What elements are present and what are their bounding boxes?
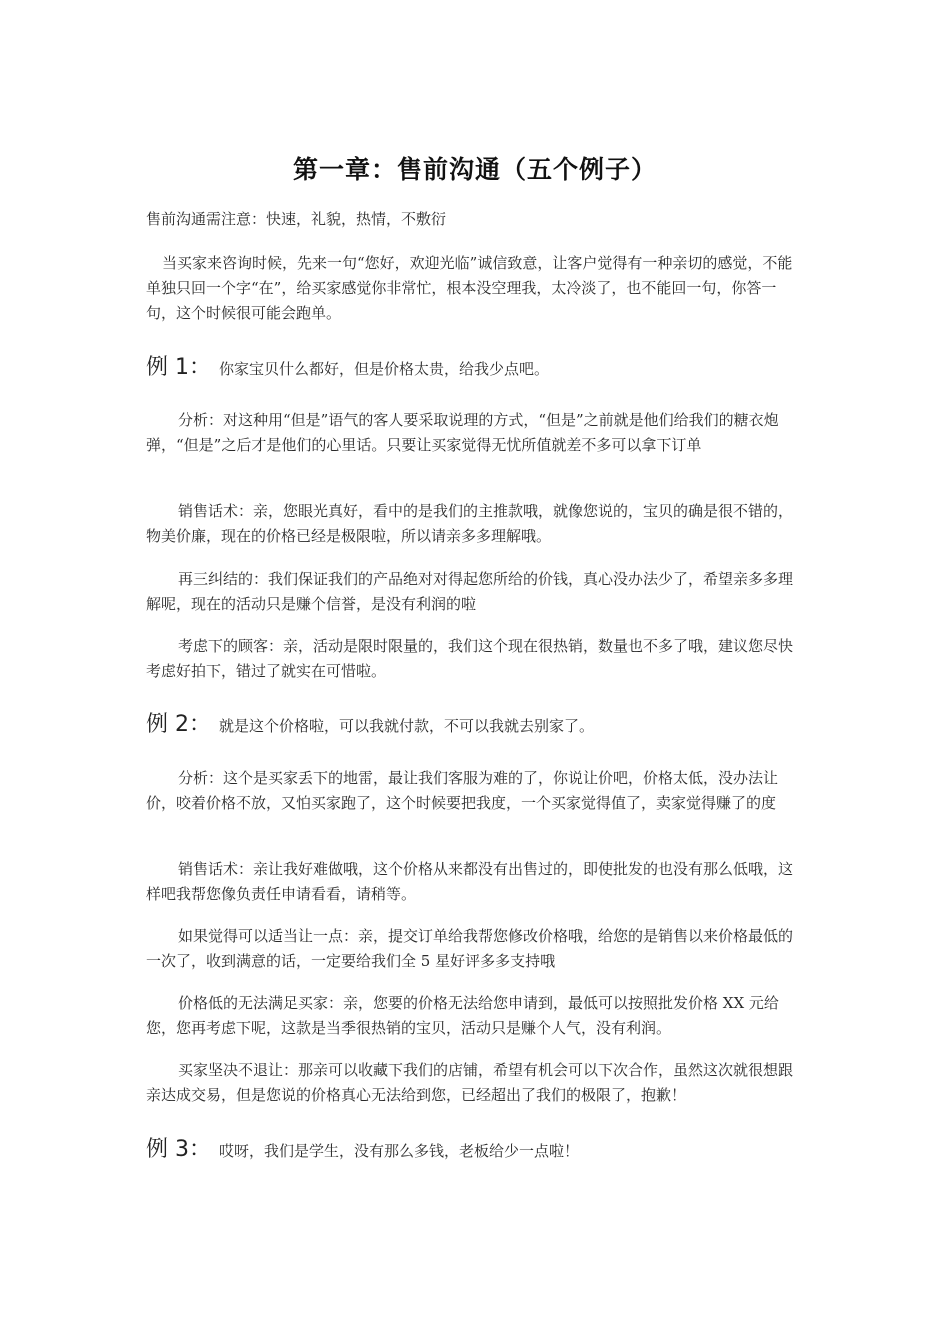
example-2-sales-script: 销售话术：亲让我好难做哦，这个价格从来都没有出售过的，即使批发的也没有那么低哦，这样吧我帮您像负责任申请看看，请稍等。 [146,860,794,903]
example-1-heading [146,353,826,384]
example-2-label: 例 2： [146,712,211,737]
example-1-sales-script: 销售话术：亲，您眼光真好，看中的是我们的主推款哦，就像您说的，宝贝的确是很不错的，物美价廉，现在的价格已经是极限啦，所以请亲多多理解哦。 [146,502,794,545]
example-1-hesitant: 再三纠结的：我们保证我们的产品绝对对得起您所给的价钱，真心没办法少了，希望亲多多理解呢，现在的活动只是赚个信誉，是没有利润的啦 [146,570,794,613]
intro-note: 售前沟通需注意：快速，礼貌，热情，不敷衍 [146,210,447,228]
example-2-question: 就是这个价格啦，可以我就付款，不可以我就去别家了。 [219,717,595,735]
example-1-considering: 考虑下的顾客：亲，活动是限时限量的，我们这个现在很热销，数量也不多了哦，建议您尽快考虑好拍下，错过了就实在可惜啦。 [146,637,794,680]
example-3-question: 哎呀，我们是学生，没有那么多钱，老板给少一点啦！ [219,1142,580,1160]
example-2-firm-buyer: 买家坚决不退让：那亲可以收藏下我们的店铺，希望有机会可以下次合作，虽然这次就很想跟亲达成交易，但是您说的价格真心无法给到您，已经超出了我们的极限了，抱歉！ [146,1061,794,1104]
example-1-analysis: 分析：对这种用“但是”语气的客人要采取说理的方式，“但是”之前就是他们给我们的糖衣炮弹，“但是”之后才是他们的心里话。只要让买家觉得无忧所值就差不多可以拿下订单 [146,411,779,454]
example-2-analysis: 分析：这个是买家丢下的地雷，最让我们客服为难的了，你说让价吧，价格太低，没办法让价，咬着价格不放，又怕买家跑了，这个时候要把我度，一个买家觉得值了，卖家觉得赚了的度 [146,769,779,812]
example-1-question: 你家宝贝什么都好，但是价格太贵，给我少点吧。 [219,360,550,378]
example-2-low-price: 价格低的无法满足买家：亲，您要的价格无法给您申请到，最低可以按照批发价格 XX 元给您，您再考虑下呢，这款是当季很热销的宝贝，活动只是赚个人气，没有利润。 [146,994,779,1037]
example-2-heading [146,710,826,741]
example-2-concession: 如果觉得可以适当让一点：亲，提交订单给我帮您修改价格哦，给您的是销售以来价格最低的一次了，收到满意的话，一定要给我们全 5 星好评多多支持哦 [146,927,794,970]
chapter-title: 第一章：售前沟通（五个例子） [292,155,657,184]
example-1-label: 例 1： [146,355,211,380]
intro-paragraph: 当买家来咨询时候，先来一句“您好，欢迎光临”诚信致意，让客户觉得有一种亲切的感觉，不能单独只回一个字“在”，给买家感觉你非常忙，根本没空理我，太冷淡了，也不能回一句，你答一句，这个时候很可能会跑单。 [146,254,793,322]
example-3-label: 例 3： [146,1137,211,1162]
example-3-heading [146,1135,826,1166]
